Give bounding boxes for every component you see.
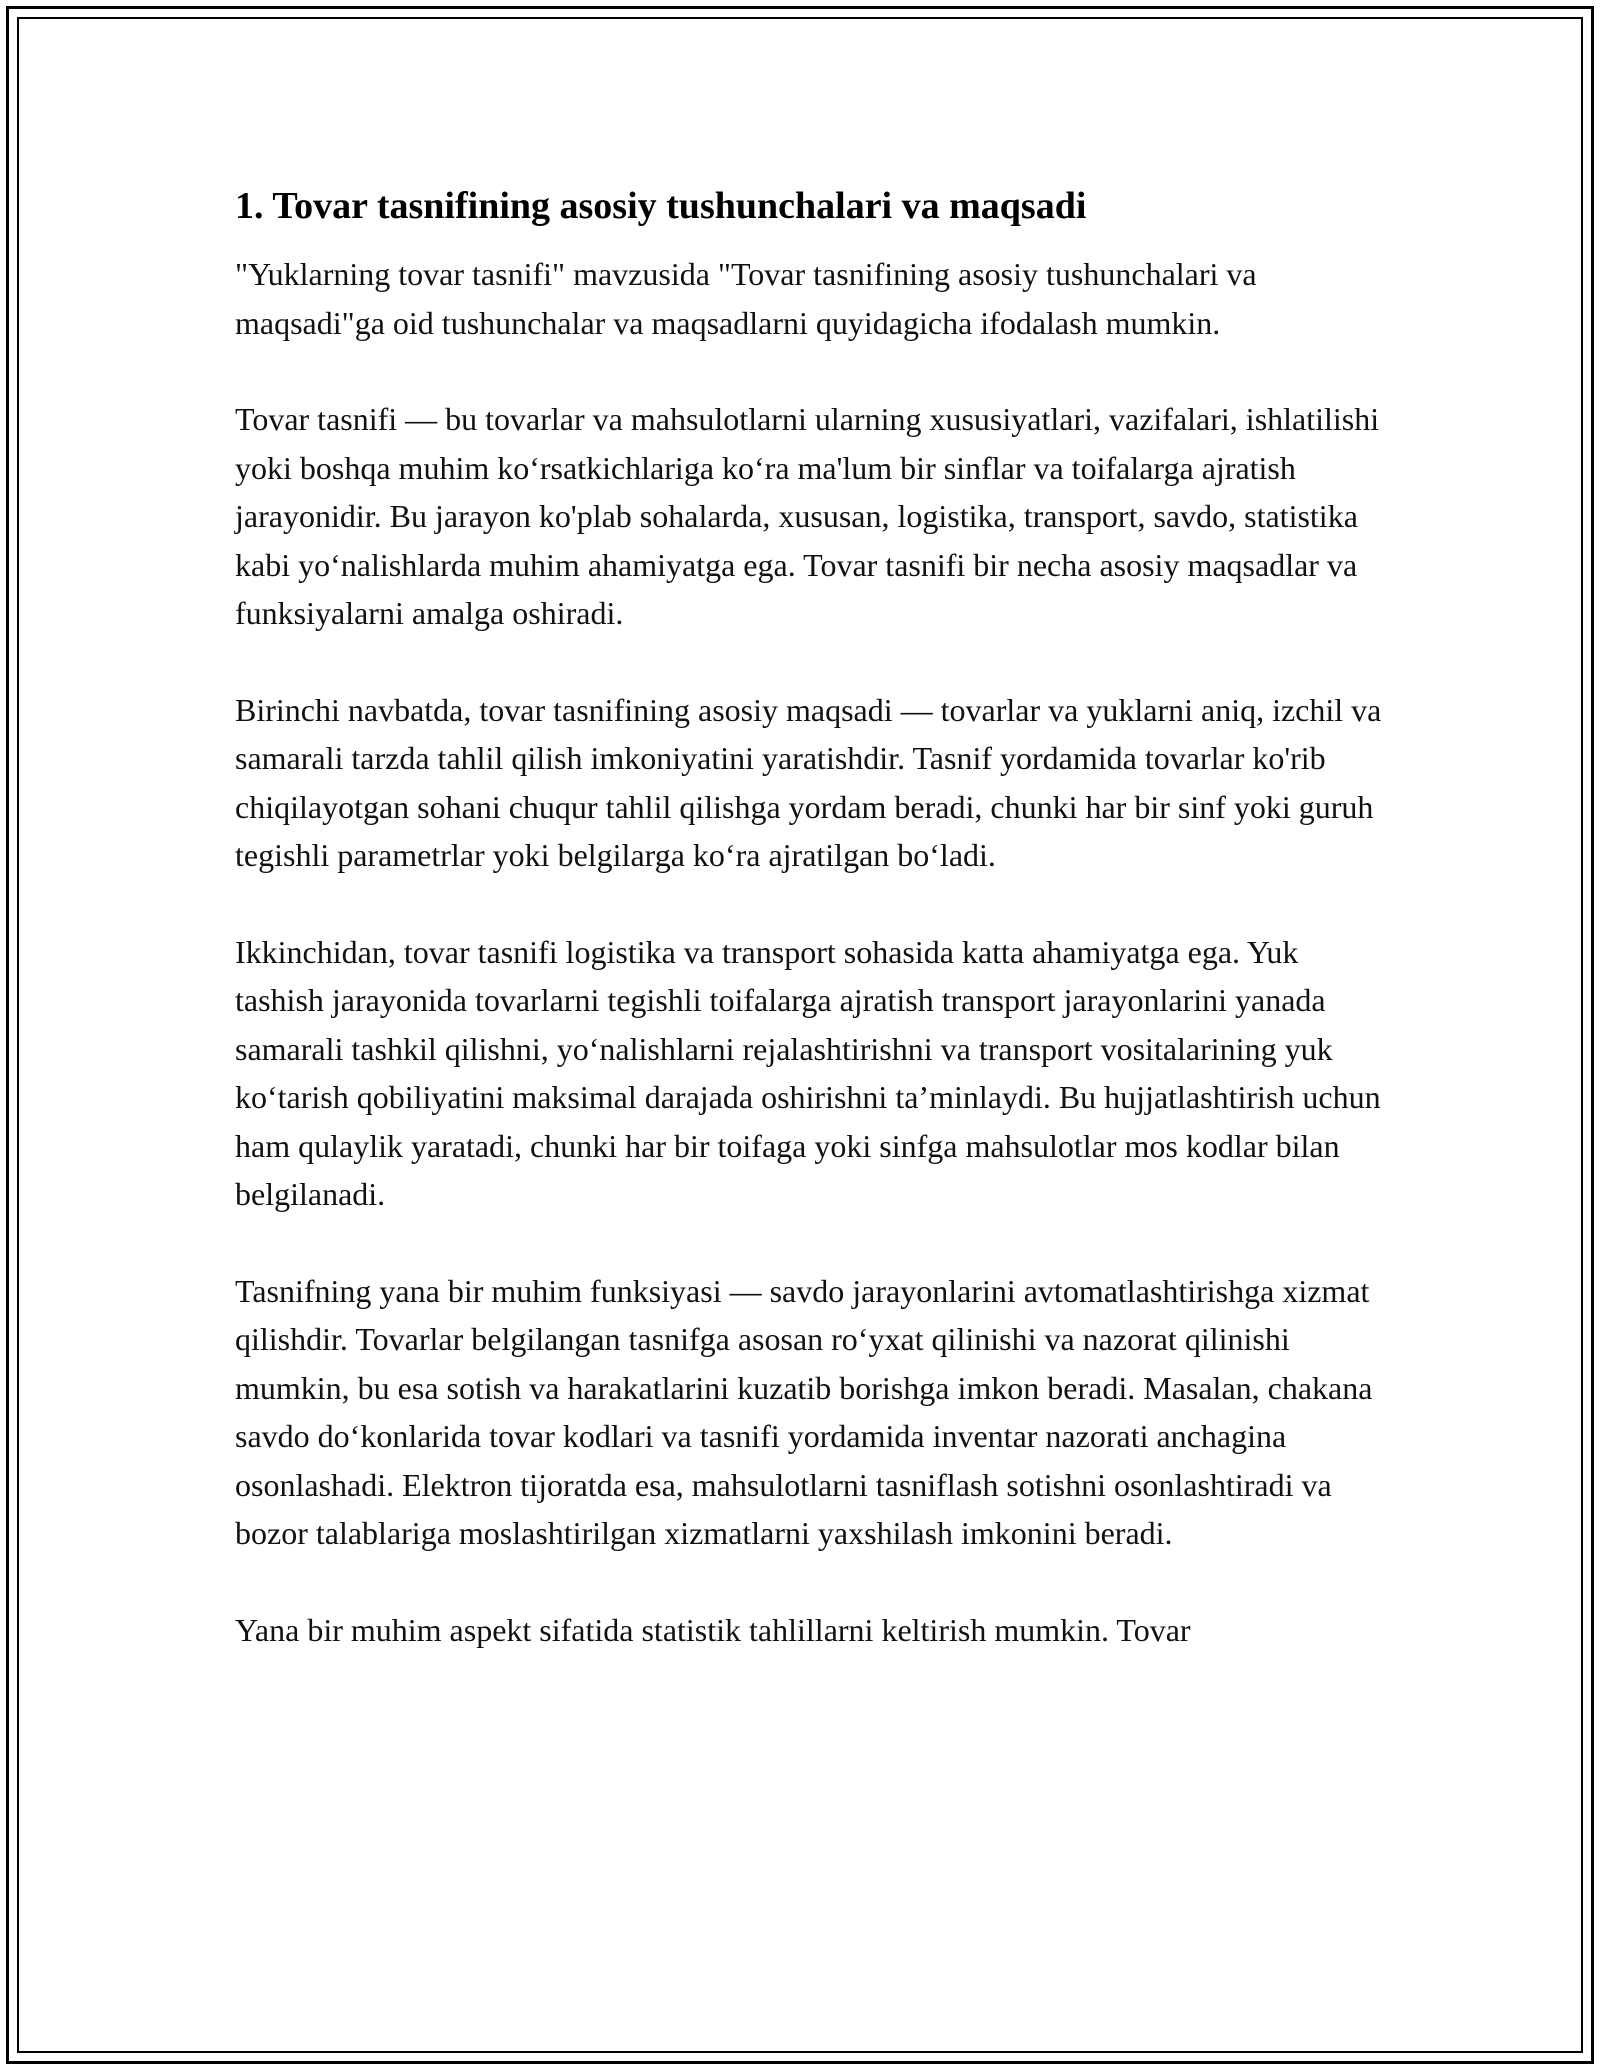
paragraph-trade-automation: Tasnifning yana bir muhim funksiyasi — savdo jarayonlarini avtomatlashtirishga xizmat qilishdir. Tovarlar belgilangan tasnifga asosan ro‘yxat qilinishi va nazorat qilinishi mumkin, bu esa sotish va harakatlarini kuzatib borishga imkon beradi. Masalan, chakana savdo do‘konlarida tovar kodlari va tasnifi yordamida inventar nazorati anchagina osonlashadi. Elektron tijoratda esa, mahsulotlarni tasniflash sotishni osonlashtiradi va bozor talablariga moslashtirilgan xizmatlarni yaxshilash imkonini beradi. [235,1272,1373,1551]
section-heading: 1. Tovar tasnifining asosiy tushunchalari va maqsadi [235,185,1087,227]
paragraph-intro: "Yuklarning tovar tasnifi" mavzusida "Tovar tasnifining asosiy tushunchalari va maqsadi"ga oid tushunchalar va maqsadlarni quyidagicha ifodalash mumkin. [235,256,1257,341]
paragraph-statistics: Yana bir muhim aspekt sifatida statistik tahlillarni keltirish mumkin. Tovar [235,1611,1191,1648]
paragraph-first-purpose: Birinchi navbatda, tovar tasnifining asosiy maqsadi — tovarlar va yuklarni aniq, izchil va samarali tarzda tahlil qilish imkoniyatini yaratishdir. Tasnif yordamida tovarlar ko'rib chiqilayotgan sohani chuqur tahlil qilishga yordam beradi, chunki har bir sinf yoki guruh tegishli parametrlar yoki belgilarga ko‘ra ajratilgan bo‘ladi. [235,691,1382,873]
paragraph-definition: Tovar tasnifi — bu tovarlar va mahsulotlarni ularning xususiyatlari, vazifalari, ishlatilishi yoki boshqa muhim ko‘rsatkichlariga ko‘ra ma'lum bir sinflar va toifalarga ajratish jarayonidir. Bu jarayon ko'plab sohalarda, xususan, logistika, transport, savdo, statistika kabi yo‘nalishlarda muhim ahamiyatga ega. Tovar tasnifi bir necha asosiy maqsadlar va funksiyalarni amalga oshiradi. [235,401,1380,631]
paragraph-second-purpose: Ikkinchidan, tovar tasnifi logistika va transport sohasida katta ahamiyatga ega. Yuk tashish jarayonida tovarlarni tegishli toifalarga ajratish transport jarayonlarini yanada samarali tashkil qilishni, yo‘nalishlarni rejalashtirishni va transport vositalarining yuk ko‘tarish qobiliyatini maksimal darajada oshirishni ta’minlaydi. Bu hujjatlashtirish uchun ham qulaylik yaratadi, chunki har bir toifaga yoki sinfga mahsulotlar mos kodlar bilan belgilanadi. [235,933,1381,1212]
document-body [235,182,1385,1702]
